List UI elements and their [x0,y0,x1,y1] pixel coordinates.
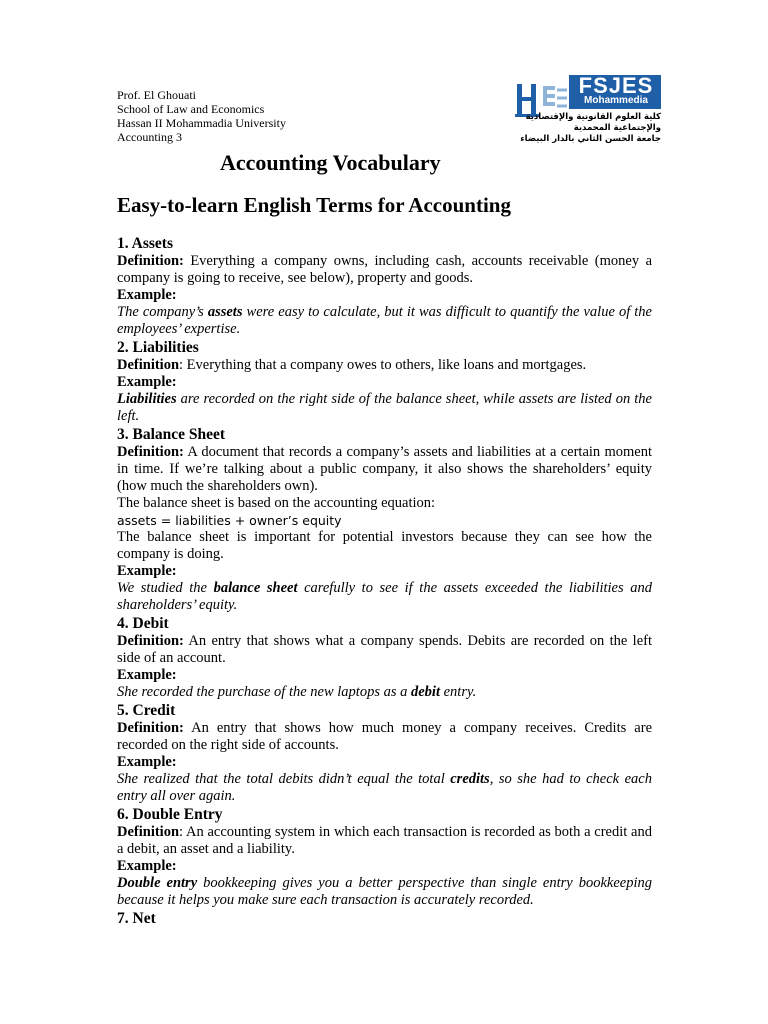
term-heading-liabilities: 2. Liabilities [117,339,199,356]
example-assets: The company’s assets were easy to calculate, but it was difficult to quantify the value of the employees’ expertise. [117,304,652,337]
example-debit: She recorded the purchase of the new laptops as a debit entry. [117,684,477,700]
author-name: Prof. El Ghouati [117,88,196,102]
example-label: Example: [117,563,177,579]
definition-balance-sheet: Definition: A document that records a company’s assets and liabilities at a certain moment in time. If we’re talking about a public company, it also shows the shareholders’ equity (how much the shareholders own). [117,444,652,494]
example-label: Example: [117,667,177,683]
example-label: Example: [117,754,177,770]
balance-sheet-note: The balance sheet is based on the accounting equation: [117,495,436,511]
accounting-equation: assets = liabilities + owner’s equity [117,513,342,528]
fsjes-badge [569,75,661,109]
example-liabilities: Liabilities are recorded on the right side of the balance sheet, while assets are listed on the left. [117,391,652,424]
example-label: Example: [117,287,177,303]
logo-city: Mohammedia [584,95,648,106]
example-credit: She realized that the total debits didn’t equal the total credits, so she had to check each entry all over again. [117,771,652,804]
page-title: Accounting Vocabulary [220,150,441,175]
term-heading-double-entry: 6. Double Entry [117,806,223,823]
definition-liabilities: Definition: Everything that a company owes to others, like loans and mortgages. [117,357,587,373]
page-subtitle: Easy-to-learn English Terms for Accounting [117,193,511,217]
vocabulary-list [117,234,652,928]
example-balance-sheet: We studied the balance sheet carefully to see if the assets exceeded the liabilities and shareholders’ equity. [117,580,652,613]
definition-assets: Definition: Everything a company owns, including cash, accounts receivable (money a company is going to receive, see below), property and goods. [117,253,652,286]
logo-acronym: FSJES [578,73,654,98]
balance-sheet-importance: The balance sheet is important for potential investors because they can see how the company is doing. [117,529,652,562]
term-heading-debit: 4. Debit [117,615,169,632]
fsjes-logo [511,62,665,150]
term-heading-net: 7. Net [117,910,156,927]
example-label: Example: [117,858,177,874]
school-name: School of Law and Economics [117,102,265,116]
logo-arabic-text: كلية العلوم القانونية والإقتصادية والإجتماعية المحمدية جامعة الحسن الثاني بالدار البيضاء [520,112,661,144]
term-heading-credit: 5. Credit [117,702,176,719]
definition-double-entry: Definition: An accounting system in which each transaction is recorded as both a credit and a debit, an asset and a liability. [117,824,652,857]
example-label: Example: [117,374,177,390]
term-heading-balance-sheet: 3. Balance Sheet [117,426,226,443]
author-block [117,88,286,144]
example-double-entry: Double entry bookkeeping gives you a better perspective than single entry bookkeeping because it helps you make sure each transaction is accurately recorded. [117,875,652,908]
university-name: Hassan II Mohammadia University [117,116,286,130]
definition-debit: Definition: An entry that shows what a company spends. Debits are recorded on the left side of an account. [117,633,652,666]
term-heading-assets: 1. Assets [117,235,173,252]
course-name: Accounting 3 [117,130,182,144]
definition-credit: Definition: An entry that shows how much money a company receives. Credits are recorded on the right side of accounts. [117,720,652,753]
